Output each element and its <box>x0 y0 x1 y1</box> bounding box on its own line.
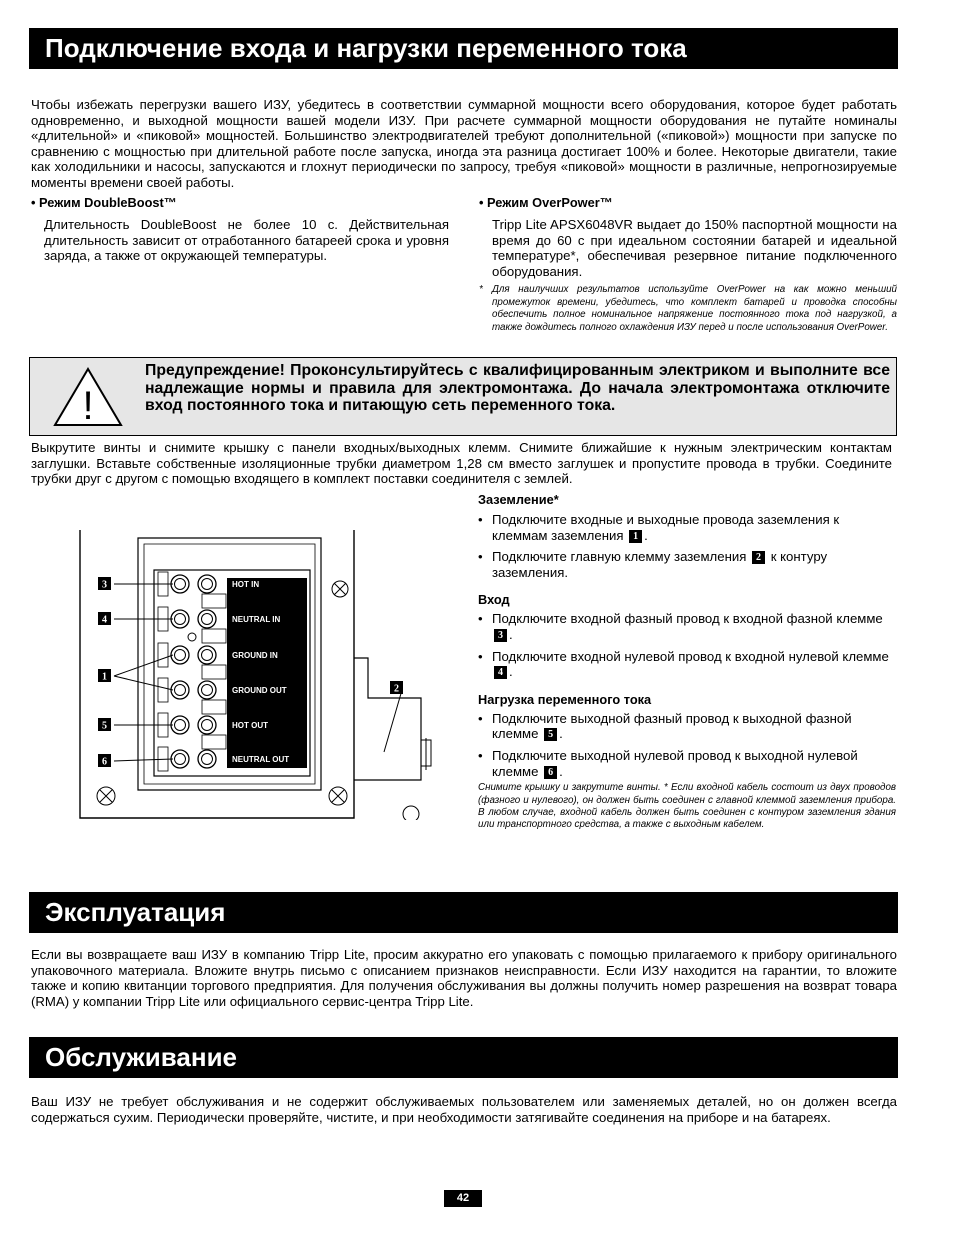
grounding-item <box>478 549 898 580</box>
terminal-number-badge: 1 <box>629 530 642 543</box>
terminal-screw <box>198 646 216 664</box>
input-item-text: Подключите входной нулевой провод к входной нулевой клемме 4 . <box>492 648 889 680</box>
bullet-dot: • <box>478 611 483 627</box>
section-title-ac: Подключение входа и нагрузки переменного тока <box>29 28 898 69</box>
doubleboost-text: Длительность DoubleBoost не более 10 с. Действительная длительность зависит от отработанного батареей срока и уровня заряда, а также от окружающей температуры. <box>44 217 449 264</box>
overpower-note-mark: * <box>479 284 483 296</box>
bullet-dot: • <box>478 747 483 763</box>
intro-paragraph: Чтобы избежать перегрузки вашего ИЗУ, убедитесь в соответствии суммарной мощности всего оборудования, которое будет работать одновременно, и выходной мощности вашей модели ИЗУ. При расчете суммарной мощности оборудования не путайте номиналы «длительной» и «пиковой» мощностей. Большинство электродвигателей требуют дополнительной («пиковой») мощности при запуске по сравнению с мощностью при длительной работе после запуска, иногда эта разница достигает 100% и более. Некоторые двигатели, такие как холодильники и насосы, запускаются и глохнут периодически по запросу, требуя «пиковой» мощности в различные, непрогнозируемые моменты времени своей работы. <box>31 97 897 190</box>
terminal-label: NEUTRAL OUT <box>232 755 290 764</box>
terminal-separator <box>202 665 226 679</box>
grounding-item <box>478 512 898 543</box>
callout-number: 4 <box>102 614 107 626</box>
input-item <box>478 649 898 680</box>
overpower-text: Tripp Lite APSX6048VR выдает до 150% паспортной мощности на время до 60 с при идеальном состоянии батарей и идеальной температуре*, обеспечивая резервное питание подключенного оборудования. <box>492 217 897 279</box>
bullet-dot: • <box>478 549 483 565</box>
input-item-text: Подключите входной фазный провод к входной фазной клемме 3 . <box>492 611 883 642</box>
terminal-diagram-svg <box>76 530 456 820</box>
load-item <box>478 711 898 742</box>
bullet-dot: • <box>478 648 483 664</box>
terminal-label: GROUND IN <box>232 651 278 660</box>
screw-icon <box>329 787 347 805</box>
terminal-screw <box>171 681 189 699</box>
terminal-separator <box>202 700 226 714</box>
overpower-block <box>479 195 897 334</box>
terminal-label: GROUND OUT <box>232 686 287 695</box>
screw-icon <box>97 787 115 805</box>
grounding-item-text: Подключите входные и выходные провода заземления к клеммам заземления 1 . <box>492 512 840 543</box>
input-title: Вход <box>478 592 510 608</box>
section-title-service: Эксплуатация <box>29 892 898 933</box>
terminal-label: NEUTRAL IN <box>232 615 281 624</box>
section-title-maintenance: Обслуживание <box>29 1037 898 1078</box>
doubleboost-block <box>31 195 451 264</box>
warning-box <box>29 357 897 436</box>
terminal-diagram <box>76 530 456 820</box>
grounding-title: Заземление* <box>478 492 559 507</box>
wiring-intro: Выкрутите винты и снимите крышку с панели входных/выходных клемм. Снимите ближайшие к нужным электрическим контактам заглушки. Вставьте собственные изоляционные трубки диаметром 1,28 см вместо заглушек и пропустите провода в трубки. Соедините трубки друг с другом с помощью входящего в комплект поставки соединителя с землей. <box>31 440 892 487</box>
load-item-text: Подключите выходной нулевой провод к выходной нулевой клемме 6 . <box>492 747 858 779</box>
callout-number: 6 <box>102 756 107 768</box>
terminal-screw <box>171 750 189 768</box>
callout-number: 5 <box>102 720 107 732</box>
load-item <box>478 748 898 779</box>
terminal-screw <box>171 716 189 734</box>
terminal-screw <box>198 716 216 734</box>
service-paragraph: Если вы возвращаете ваш ИЗУ в компанию Tripp Lite, просим аккуратно его упаковать с помощью прилагаемого к прибору оригинального упаковочного материала. Вложите внутрь письмо с описанием признаков неисправности. Если ИЗУ находится на гарантии, то вложите также и копию квитанции торгового предприятия. Для получения обслуживания вы должны получить номер разрешения на возврат товара (RMA) у компании Tripp Lite или официального сервис-центра Tripp Lite. <box>31 947 897 1009</box>
terminal-number-badge: 5 <box>544 728 557 741</box>
bullet-dot: • <box>478 710 483 726</box>
callout-number: 2 <box>394 683 399 695</box>
terminal-separator <box>202 735 226 749</box>
terminal-number-badge: 3 <box>494 629 507 642</box>
screw-icon <box>403 806 419 820</box>
warning-text: Предупреждение! Проконсультируйтесь с квалифицированным электриком и выполните все надлежащие нормы и правила для электромонтажа. До начала электромонтажа отключите вход постоянного тока и питающую сеть переменного тока. <box>145 362 890 415</box>
terminal-number-badge: 4 <box>494 666 507 679</box>
terminal-screw <box>198 610 216 628</box>
callout-number: 3 <box>102 579 107 591</box>
load-note: Снимите крышку и закрутите винты. * Если входной кабель состоит из двух проводов (фазного и нулевого), он должен быть соединен с главной клеммой заземления прибора. В любом случае, входной кабель должен быть соединен с контуром заземления здания или транспортного средства, а также с выходным кабелем. <box>478 782 896 831</box>
terminal-number-badge: 6 <box>544 766 557 779</box>
callout-number: 1 <box>102 671 107 683</box>
terminal-screw <box>198 575 216 593</box>
maintenance-paragraph: Ваш ИЗУ не требует обслуживания и не содержит обслуживаемых пользователем или заменяемых деталей, но он должен всегда содержаться сухим. Периодически проверяйте, чистите, и при необходимости затягивайте соединения на приборе и на батареях. <box>31 1094 897 1125</box>
doubleboost-title: • Режим DoubleBoost™ <box>31 195 177 210</box>
bullet-dot: • <box>478 512 483 527</box>
load-title: Нагрузка переменного тока <box>478 691 652 707</box>
page-number: 42 <box>444 1190 482 1207</box>
terminal-separator <box>202 629 226 643</box>
warning-triangle-icon <box>30 358 145 435</box>
terminal-screw <box>198 750 216 768</box>
terminal-number-badge: 2 <box>752 551 765 564</box>
warning-exclamation: ! <box>81 383 94 428</box>
terminal-screw <box>171 646 189 664</box>
input-item <box>478 611 898 642</box>
terminal-label: HOT OUT <box>232 721 268 730</box>
terminal-screw <box>198 681 216 699</box>
overpower-note: Для наилучших результатов используйте OverPower на как можно меньший промежуток времени, убедитесь, что комплект батарей и проводка способны обеспечить полное номинальное напряжение постоянного тока под нагрузкой, а также дождитесь полного охлаждения ИЗУ перед и после использования OverPower. <box>492 284 897 333</box>
terminal-separator <box>202 594 226 608</box>
terminal-screw <box>171 575 189 593</box>
load-item-text: Подключите выходной фазный провод к выходной фазной клемме 5 . <box>492 710 852 742</box>
instructions-column <box>478 492 898 832</box>
screw-icon <box>332 581 348 597</box>
overpower-title: • Режим OverPower™ <box>479 195 613 210</box>
grounding-item-text: Подключите главную клемму заземления 2 к контуру заземления. <box>492 549 828 580</box>
terminal-screw <box>171 610 189 628</box>
terminal-label: HOT IN <box>232 580 260 589</box>
